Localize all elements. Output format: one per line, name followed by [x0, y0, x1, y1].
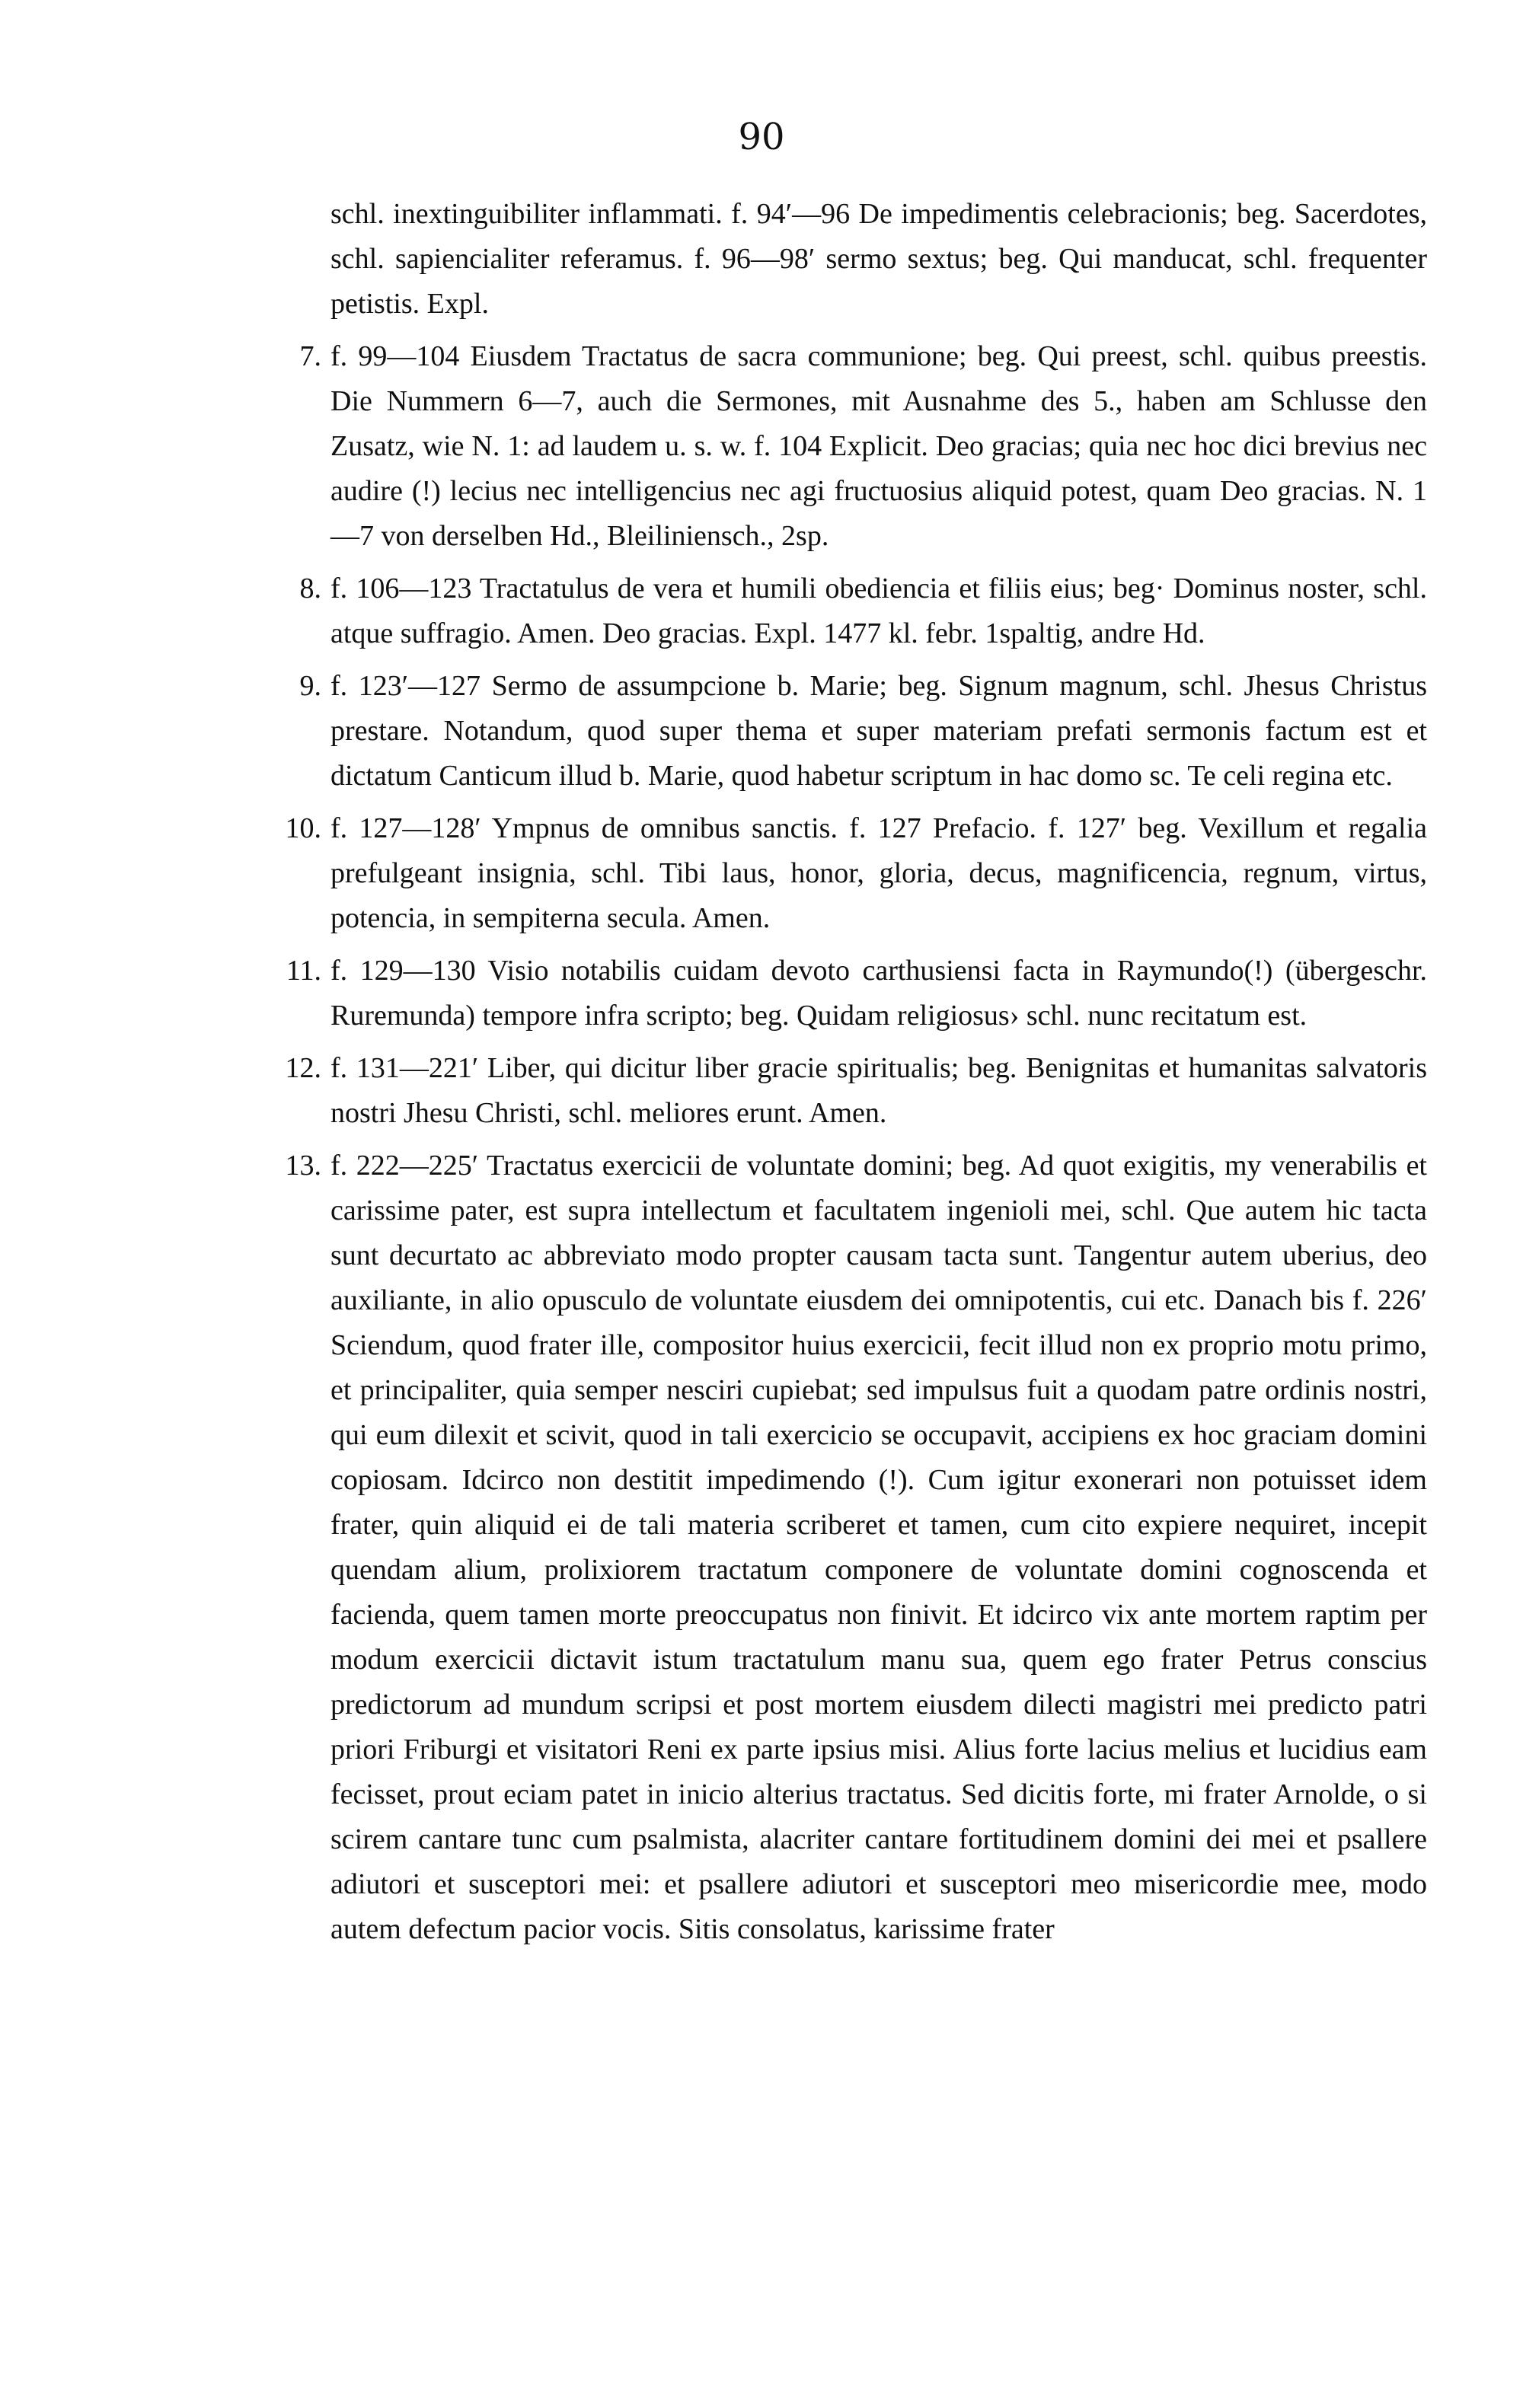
entry-text: f. 129—130 Visio notabilis cuidam devoto carthusiensi facta in Raymundo(!) (übergeschr. Ruremunda) tempore infra scripto; beg. Quidam religiosus› schl. nunc recitatum est. [330, 955, 1427, 1032]
entry-number: 9. [299, 670, 321, 702]
entry-text: f. 222—225′ Tractatus exercicii de voluntate domini; beg. Ad quot exigitis, my venerabilis et carissime pater, est supra intellectum et facultatem ingenioli mei, schl. Que autem hic tacta sunt decurtato ac abbreviato modo propter causam tacta sunt. Tangentur autem uberius, deo auxiliante, in alio opusculo de voluntate eiusdem dei omnipotentis, cui etc. Danach bis f. 226′ Sciendum, quod frater ille, compositor huius exercicii, fecit illud non ex proprio motu primo, et principaliter, quia semper nesciri cupiebat; sed impulsus fuit a quodam patre ordinis nostri, qui eum dilexit et scivit, quod in tali exercicio se occupavit, accipiens ex hoc graciam domini copiosam. Idcirco non destitit impedimendo (!). Cum igitur exonerari non potuisset idem frater, quin aliquid ei de tali materia scriberet et tamen, cum cito expiere nequiret, incepit quendam alium, prolixiorem tractatum componere de voluntate domini cognoscenda et facienda, quem tamen morte preoccupatus non finivit. Et idcirco vix ante mortem raptim per modum exercicii dictavit istum tractatulum manu sua, quem ego frater Petrus conscius predictorum ad mundum scripsi et post mortem eiusdem dilecti magistri mei predicto patri priori Friburgi et visitatori Reni ex parte ipsius misi. Alius forte lacius melius et lucidius eam fecisset, prout eciam patet in inicio alterius tractatus. Sed dicitis forte, mi frater Arnolde, o si scirem cantare tunc cum psalmista, alacriter cantare fortitudinem domini dei mei et psallere adiutori et susceptori mei: et psallere adiutori et susceptori meo misericordie mee, modo autem defectum pacior vocis. Sitis consolatus, karissime frater [330, 1150, 1427, 1945]
entry-number: 7. [299, 340, 321, 372]
entry-text: schl. inextinguibiliter inflammati. f. 94′—96 De impedimentis celebracionis; beg. Sacerdotes, schl. sapiencialiter referamus. f. 96—98′ sermo sextus; beg. Qui manducat, schl. frequenter petistis. Expl. [330, 198, 1427, 320]
entry-number: 13. [285, 1150, 321, 1182]
catalog-entry-continuation [330, 192, 1427, 327]
catalog-entry-9 [299, 664, 1427, 799]
catalog-entry-10 [285, 806, 1427, 941]
entry-number: 12. [285, 1052, 321, 1084]
catalog-text [285, 192, 1427, 1952]
catalog-entry-11 [286, 949, 1427, 1038]
entry-text: f. 99—104 Eiusdem Tractatus de sacra communione; beg. Qui preest, schl. quibus preestis. Die Nummern 6—7, auch die Sermones, mit Ausnahme des 5., haben am Schlusse den Zusatz, wie N. 1: ad laudem u. s. w. f. 104 Explicit. Deo gracias; quia nec hoc dici brevius nec audire (!) lecius nec intelligencius nec agi fructuosius aliquid potest, quam Deo gracias. N. 1—7 von derselben Hd., Bleiliniensch., 2sp. [330, 340, 1427, 552]
entry-number: 10. [285, 812, 321, 844]
entry-text: f. 123′—127 Sermo de assumpcione b. Marie; beg. Signum magnum, schl. Jhesus Christus prestare. Notandum, quod super thema et super materiam prefati sermonis factum est et dictatum Canticum illud b. Marie, quod habetur scriptum in hac domo sc. Te celi regina etc. [330, 670, 1427, 792]
page-number: 90 [738, 116, 785, 158]
catalog-entry-12 [285, 1046, 1427, 1136]
entry-text: f. 106—123 Tractatulus de vera et humili obediencia et filiis eius; beg· Dominus noster, schl. atque suffragio. Amen. Deo gracias. Expl. 1477 kl. febr. 1spaltig, andre Hd. [330, 572, 1427, 649]
entry-number: 11. [286, 955, 321, 987]
catalog-entry-13 [285, 1143, 1427, 1952]
entry-number: 8. [299, 572, 321, 604]
catalog-entry-8 [299, 566, 1427, 656]
entry-text: f. 127—128′ Ympnus de omnibus sanctis. f. 127 Prefacio. f. 127′ beg. Vexillum et regalia prefulgeant insignia, schl. Tibi laus, honor, gloria, decus, magnificencia, regnum, virtus, potencia, in sempiterna secula. Amen. [330, 812, 1427, 934]
entry-text: f. 131—221′ Liber, qui dicitur liber gracie spiritualis; beg. Benignitas et humanitas salvatoris nostri Jhesu Christi, schl. meliores erunt. Amen. [330, 1052, 1427, 1129]
catalog-entry-7 [299, 334, 1427, 559]
